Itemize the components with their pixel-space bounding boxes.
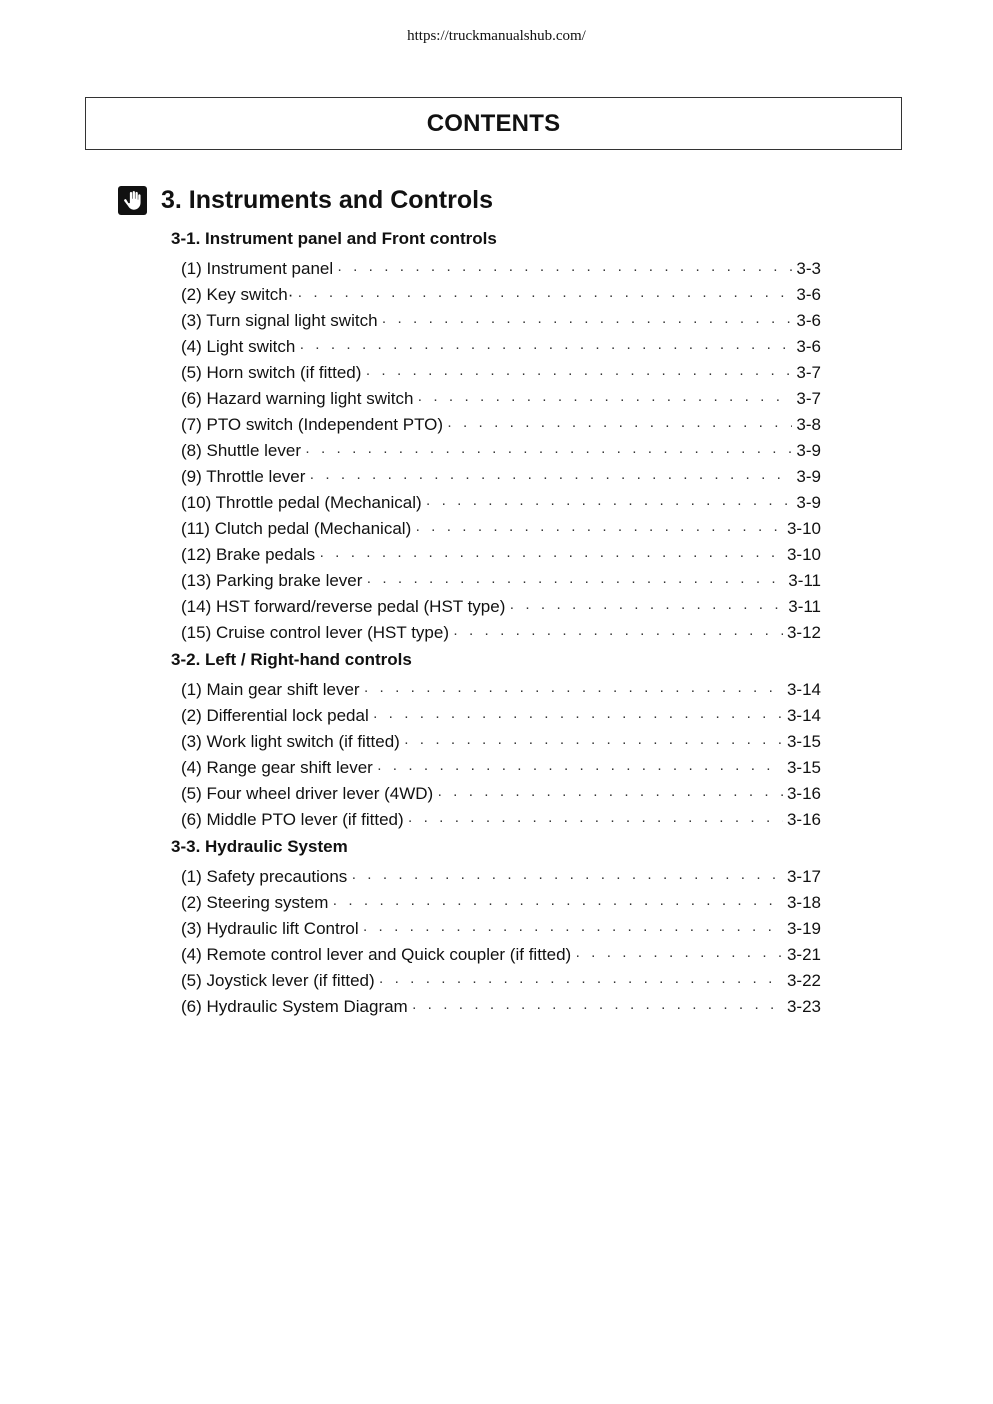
entry-label: (4) Range gear shift lever: [181, 758, 373, 777]
dot-leader: [379, 969, 783, 994]
entry-page: 3-7: [796, 363, 821, 382]
toc-section: [171, 649, 821, 833]
section-title: 3-1. Instrument panel and Front controls: [171, 229, 497, 248]
entry-label: (15) Cruise control lever (HST type): [181, 623, 449, 642]
entry-label: (3) Hydraulic lift Control: [181, 919, 359, 938]
toc-entry[interactable]: [171, 703, 821, 729]
contents-title: CONTENTS: [426, 109, 561, 137]
toc-entry[interactable]: [171, 516, 821, 542]
hand-icon: [118, 186, 147, 215]
toc-entry[interactable]: [171, 807, 821, 833]
entry-label: (6) Middle PTO lever (if fitted): [181, 810, 404, 829]
entry-label: (4) Light switch: [181, 337, 296, 356]
toc-entry[interactable]: [171, 620, 821, 646]
toc-entry[interactable]: [171, 729, 821, 755]
entry-page: 3-21: [786, 945, 821, 964]
entry-label: (1) Main gear shift lever: [181, 680, 360, 699]
dot-leader: [447, 413, 792, 438]
contents-header-box: [85, 97, 902, 150]
entry-page: 3-8: [796, 415, 821, 434]
chapter-title: 3. Instruments and Controls: [161, 186, 493, 214]
entry-label: (2) Steering system: [181, 893, 329, 912]
toc-entry[interactable]: [171, 890, 821, 916]
dot-leader: [337, 257, 792, 282]
entry-label: (14) HST forward/reverse pedal (HST type): [181, 597, 506, 616]
entry-page: 3-14: [786, 680, 821, 699]
entry-page: 3-17: [786, 867, 821, 886]
entry-page: 3-7: [796, 389, 821, 408]
dot-leader: [453, 621, 783, 646]
dot-leader: [412, 995, 783, 1020]
toc-entry[interactable]: [171, 677, 821, 703]
dot-leader: [408, 808, 783, 833]
toc-entry[interactable]: [171, 781, 821, 807]
toc-entry[interactable]: [171, 438, 821, 464]
toc-entry[interactable]: [171, 968, 821, 994]
dot-leader: [364, 678, 783, 703]
toc-entry[interactable]: [171, 334, 821, 360]
section-title: 3-3. Hydraulic System: [171, 837, 348, 856]
dot-leader: [426, 491, 793, 516]
entry-label: (3) Work light switch (if fitted): [181, 732, 400, 751]
entry-label: (9) Throttle lever: [181, 467, 306, 486]
entry-label: (2) Key switch·: [181, 285, 294, 304]
toc-entry[interactable]: [171, 412, 821, 438]
toc-entry[interactable]: [171, 568, 821, 594]
dot-leader: [297, 283, 792, 308]
entry-label: (10) Throttle pedal (Mechanical): [181, 493, 422, 512]
dot-leader: [319, 543, 783, 568]
entry-label: (7) PTO switch (Independent PTO): [181, 415, 444, 434]
dot-leader: [377, 756, 783, 781]
entry-label: (13) Parking brake lever: [181, 571, 363, 590]
dot-leader: [417, 387, 792, 412]
section-title: 3-2. Left / Right-hand controls: [171, 650, 412, 669]
page-url: https://truckmanualshub.com/: [407, 28, 586, 44]
entry-label: (5) Four wheel driver lever (4WD): [181, 784, 434, 803]
toc-entry[interactable]: [171, 282, 821, 308]
toc-entry[interactable]: [171, 490, 821, 516]
entry-page: 3-16: [786, 810, 821, 829]
entry-label: (5) Joystick lever (if fitted): [181, 971, 375, 990]
entry-page: 3-18: [786, 893, 821, 912]
entry-page: 3-12: [786, 623, 821, 642]
entry-page: 3-19: [786, 919, 821, 938]
entry-label: (6) Hazard warning light switch: [181, 389, 414, 408]
toc-entry[interactable]: [171, 360, 821, 386]
entry-page: 3-10: [786, 545, 821, 564]
toc-entry[interactable]: [171, 464, 821, 490]
entry-label: (4) Remote control lever and Quick coupler (if fitted): [181, 945, 572, 964]
toc-entry[interactable]: [171, 864, 821, 890]
entry-label: (5) Horn switch (if fitted): [181, 363, 362, 382]
dot-leader: [404, 730, 783, 755]
dot-leader: [365, 361, 792, 386]
toc-entry[interactable]: [171, 916, 821, 942]
entry-page: 3-6: [796, 337, 821, 356]
entry-label: (1) Instrument panel: [181, 259, 334, 278]
entry-label: (3) Turn signal light switch: [181, 311, 378, 330]
entry-page: 3-14: [786, 706, 821, 725]
entry-page: 3-22: [786, 971, 821, 990]
toc-entry[interactable]: [171, 256, 821, 282]
dot-leader: [363, 917, 783, 942]
dot-leader: [382, 309, 793, 334]
entry-page: 3-9: [796, 467, 821, 486]
dot-leader: [309, 465, 792, 490]
dot-leader: [305, 439, 792, 464]
entry-page: 3-9: [796, 441, 821, 460]
entry-page: 3-6: [796, 311, 821, 330]
entry-page: 3-16: [786, 784, 821, 803]
entry-page: 3-15: [786, 758, 821, 777]
entry-label: (2) Differential lock pedal: [181, 706, 369, 725]
entry-page: 3-15: [786, 732, 821, 751]
chapter-heading: [118, 186, 493, 215]
dot-leader: [415, 517, 783, 542]
dot-leader: [373, 704, 783, 729]
table-of-contents: [171, 228, 821, 1023]
toc-entry[interactable]: [171, 755, 821, 781]
entry-page: 3-11: [788, 571, 821, 590]
entry-page: 3-10: [786, 519, 821, 538]
entry-label: (8) Shuttle lever: [181, 441, 301, 460]
toc-entry[interactable]: [171, 386, 821, 412]
entry-page: 3-23: [786, 997, 821, 1016]
entry-page: 3-11: [788, 597, 821, 616]
toc-section: [171, 836, 821, 1020]
entry-label: (6) Hydraulic System Diagram: [181, 997, 408, 1016]
toc-entry[interactable]: [171, 942, 821, 968]
dot-leader: [299, 335, 792, 360]
toc-entry[interactable]: [171, 308, 821, 334]
dot-leader: [351, 865, 783, 890]
entry-page: 3-6: [796, 285, 821, 304]
toc-entry[interactable]: [171, 542, 821, 568]
dot-leader: [332, 891, 783, 916]
toc-section: [171, 228, 821, 646]
dot-leader: [575, 943, 783, 968]
toc-entry[interactable]: [171, 994, 821, 1020]
entry-label: (12) Brake pedals: [181, 545, 316, 564]
toc-entry[interactable]: [171, 594, 821, 620]
entry-page: 3-3: [796, 259, 821, 278]
entry-page: 3-9: [796, 493, 821, 512]
dot-leader: [366, 569, 784, 594]
entry-label: (1) Safety precautions: [181, 867, 348, 886]
entry-label: (11) Clutch pedal (Mechanical): [181, 519, 412, 538]
dot-leader: [509, 595, 784, 620]
dot-leader: [437, 782, 783, 807]
